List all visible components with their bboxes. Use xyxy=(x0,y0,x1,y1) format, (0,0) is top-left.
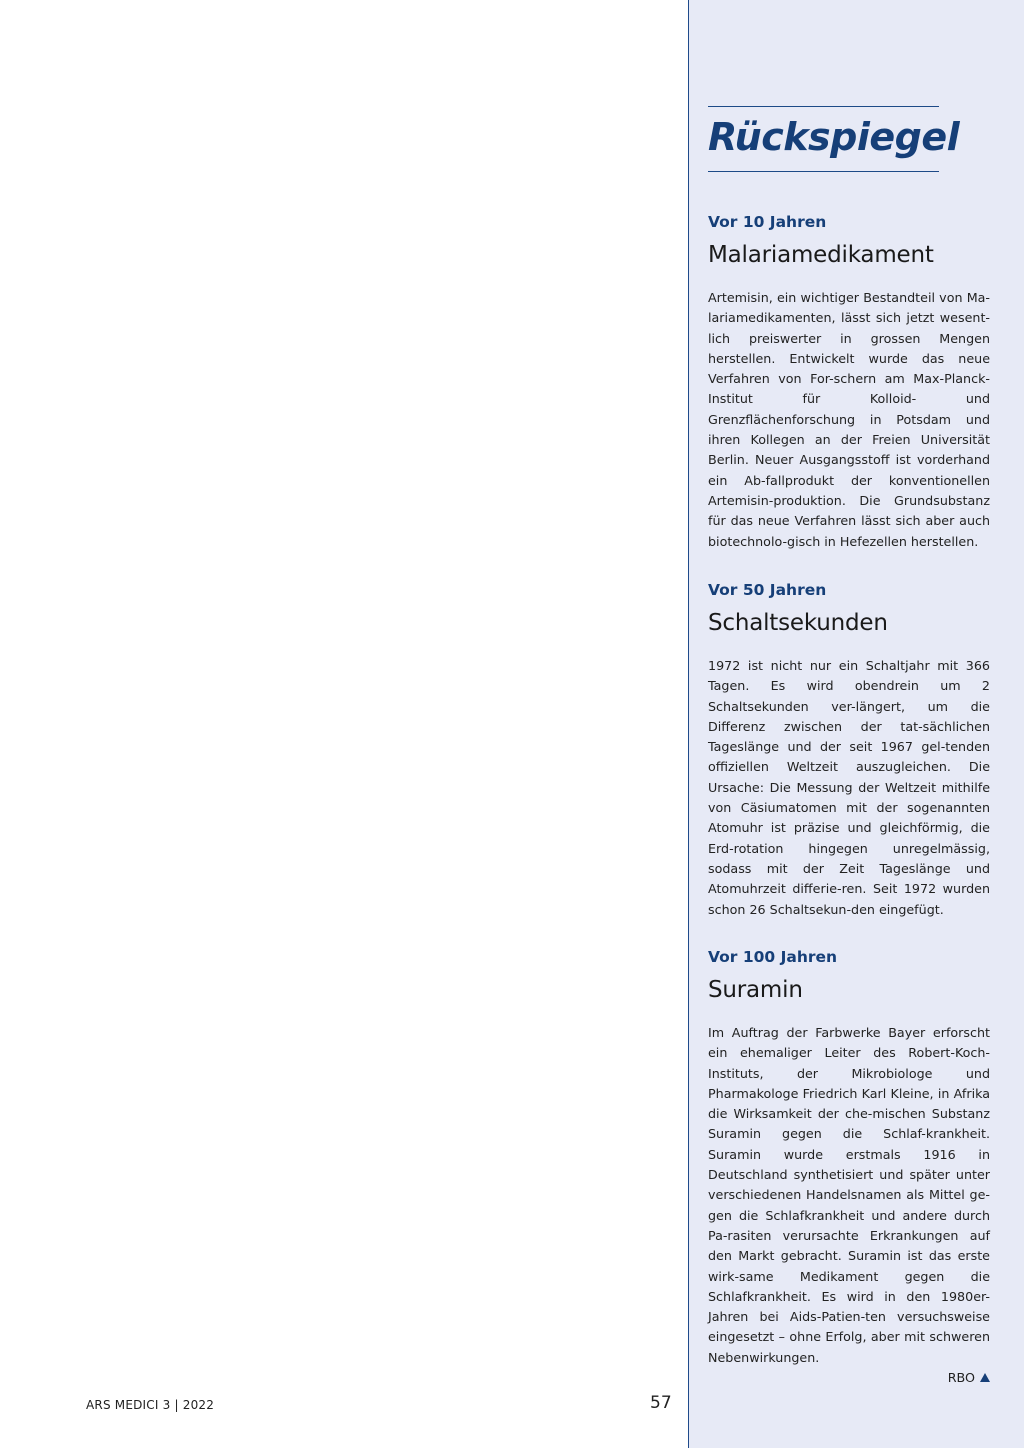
author-initials: RBO xyxy=(947,1370,975,1386)
section-heading: Schaltsekunden xyxy=(708,610,888,636)
section-kicker: Vor 10 Jahren xyxy=(708,213,827,231)
section-heading: Malariamedikament xyxy=(708,242,934,268)
section-10-years xyxy=(708,212,990,552)
sidebar-title-block xyxy=(708,106,960,172)
sidebar-title: Rückspiegel xyxy=(708,115,960,159)
section-50-years xyxy=(708,580,990,920)
section-kicker: Vor 50 Jahren xyxy=(708,581,827,599)
section-body: Artemisin, ein wichtiger Bestandteil von Ma-lariamedikamenten, lässt sich jetzt wesent-lich preiswerter in grossen Mengen herstellen. Entwickelt wurde das neue Verfahren von For-schern am Max-Planck-Institut für Kolloid- und Grenzflächenforschung in Potsdam und ihren Kollegen an der Freien Universität Berlin. Neuer Ausgangsstoff ist vorderhand ein Ab-fallprodukt der konventionellen Artemisin-produktion. Die Grundsubstanz für das neue Verfahren lässt sich aber auch biotechnolo-gisch in Hefezellen herstellen. xyxy=(708,290,990,549)
section-body: Im Auftrag der Farbwerke Bayer erforscht ein ehemaliger Leiter des Robert-Koch-Instituts, der Mikrobiologe und Pharmakologe Friedrich Karl Kleine, in Afrika die Wirksamkeit der che-mischen Substanz Suramin gegen die Schlaf-krankheit. Suramin wurde erstmals 1916 in Deutschland synthetisiert und später unter verschiedenen Handelsnamen als Mittel ge-gen die Schlafkrankheit und andere durch Pa-rasiten verursachte Erkrankungen auf den Markt gebracht. Suramin ist das erste wirk-same Medikament gegen die Schlafkrankheit. Es wird in den 1980er-Jahren bei Aids-Patien-ten versuchsweise eingesetzt – ohne Erfolg, aber mit schweren Nebenwirkungen. xyxy=(708,1025,990,1365)
page-number: 57 xyxy=(650,1393,672,1413)
section-100-years xyxy=(708,947,990,1388)
section-kicker: Vor 100 Jahren xyxy=(708,948,838,966)
section-body: 1972 ist nicht nur ein Schaltjahr mit 366 Tagen. Es wird obendrein um 2 Schaltsekunden ver-längert, um die Differenz zwischen der tat-sächlichen Tageslänge und der seit 1967 gel-tenden offiziellen Weltzeit auszugleichen. Die Ursache: Die Messung der Weltzeit mithilfe von Cäsiumatomen mit der sogenannten Atomuhr ist präzise und gleichförmig, die Erd-rotation hingegen unregelmässig, sodass mit der Zeit Tageslänge und Atomuhrzeit differie-ren. Seit 1972 wurden schon 26 Schaltsekun-den eingefügt. xyxy=(708,658,990,917)
author-signature xyxy=(708,1368,990,1388)
publication-footer: ARS MEDICI 3 | 2022 xyxy=(86,1398,215,1412)
rueckspiegel-sidebar xyxy=(688,0,1024,1448)
section-heading: Suramin xyxy=(708,977,803,1003)
end-triangle-icon xyxy=(980,1373,990,1382)
